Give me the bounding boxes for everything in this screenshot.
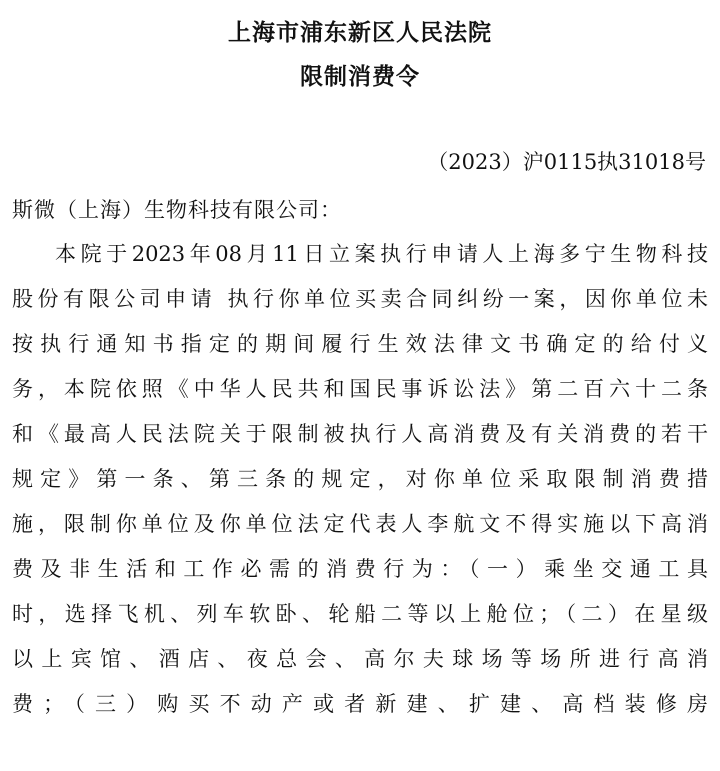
body-line: 费及非生活和工作必需的消费行为：（一）乘坐交通工具 <box>12 557 708 581</box>
body-line: 施，限制你单位及你单位法定代表人李航文不得实施以下高消 <box>12 512 708 536</box>
body-line: 务，本院依照《中华人民共和国民事诉讼法》第二百六十二条 <box>12 377 708 401</box>
body-line: 费；（三）购买不动产或者新建、扩建、高档装修房 <box>12 692 708 716</box>
body-line: 时，选择飞机、列车软卧、轮船二等以上舱位；（二）在星级 <box>12 602 708 626</box>
document-type-title: 限制消费令 <box>300 64 420 90</box>
addressee: 斯微（上海）生物科技有限公司： <box>12 198 342 222</box>
body-line: 以上宾馆、酒店、夜总会、高尔夫球场等场所进行高消 <box>12 647 708 671</box>
case-number: （2023）沪0115执31018号 <box>427 150 706 174</box>
body-line: 按执行通知书指定的期间履行生效法律文书确定的给付义 <box>12 332 708 356</box>
body-line: 和《最高人民法院关于限制被执行人高消费及有关消费的若干 <box>12 422 708 446</box>
court-name-title: 上海市浦东新区人民法院 <box>228 20 492 46</box>
body-line: 本院于2023年08月11日立案执行申请人上海多宁生物科技 <box>55 242 708 266</box>
body-line: 股份有限公司申请 执行你单位买卖合同纠纷一案，因你单位未 <box>12 287 708 311</box>
body-line: 规定》第一条、第三条的规定，对你单位采取限制消费措 <box>12 467 708 491</box>
